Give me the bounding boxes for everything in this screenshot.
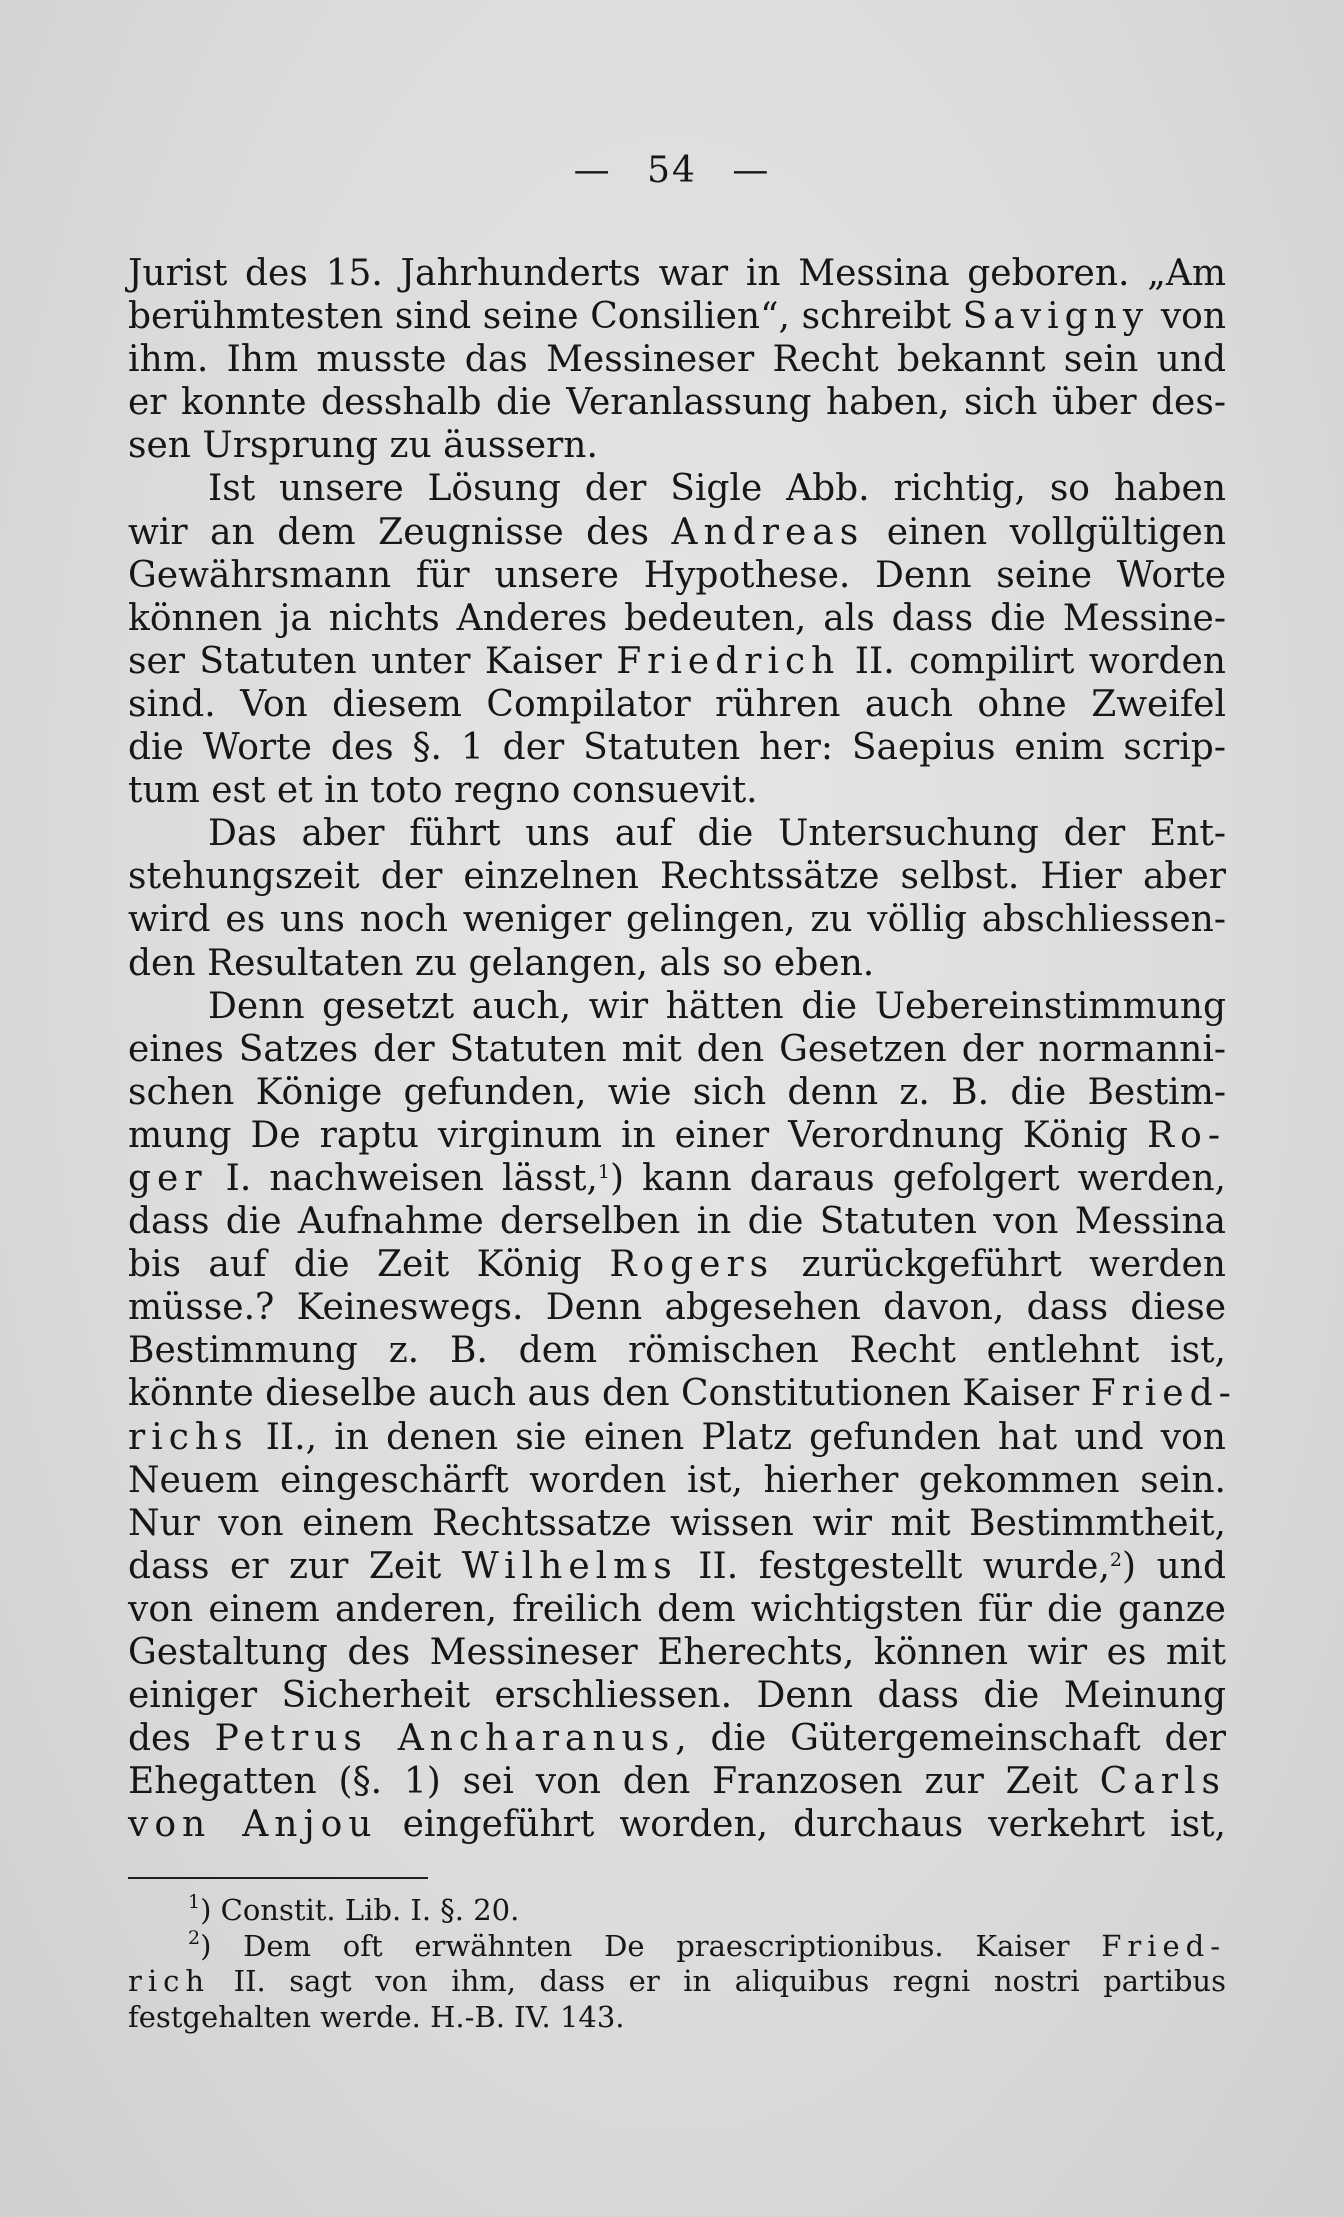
text-run: Gestaltung des Messineser Eherechts, können wir es mit <box>128 1632 1226 1673</box>
text-run: sind. Von diesem Compilator rühren auch ohne Zweifel <box>128 683 1226 725</box>
text-run: Denn gesetzt auch, wir hätten die Uebereinstimmung <box>208 985 1226 1027</box>
text-run: , die Gütergemeinschaft der <box>675 1718 1227 1760</box>
text-run: Gewährsmann für unsere Hypothese. Denn seine Worte <box>128 554 1226 596</box>
body-line <box>128 898 1226 941</box>
text-run: bis auf die Zeit König <box>128 1244 610 1286</box>
body-line <box>128 424 1226 467</box>
text-run: mung De raptu virginum in einer Verordnung König <box>128 1114 1148 1156</box>
text-run: von <box>1149 296 1227 338</box>
spaced-name: Savigny <box>962 296 1150 338</box>
page-number: 54 <box>647 150 697 191</box>
text-run: II. compilirt worden <box>840 640 1226 682</box>
body-line <box>128 1803 1226 1846</box>
body-line <box>128 1502 1226 1545</box>
spaced-name: ger <box>128 1157 208 1199</box>
text-run: Nur von einem Rechtssatze wissen wir mit Bestimmtheit, <box>128 1502 1226 1544</box>
body-line <box>128 511 1226 554</box>
text-run: ) Constit. Lib. I. §. 20. <box>200 1893 520 1927</box>
text-run: I. nachweisen lässt, <box>207 1157 598 1199</box>
body-line <box>128 1674 1226 1717</box>
text-run: Das aber führt uns auf die Untersuchung der Ent- <box>208 813 1226 855</box>
body-line <box>128 1717 1226 1760</box>
body-line <box>128 554 1226 597</box>
text-run: einen vollgültigen <box>864 511 1226 553</box>
body-line <box>128 855 1226 898</box>
text-run: berühmtesten sind seine Consilien“, schreibt <box>128 296 963 338</box>
text-run: II. sagt von ihm, dass er in aliquibus regni nostri partibus <box>210 1964 1226 1998</box>
footnote-line <box>128 1926 1226 1965</box>
body-line <box>128 1243 1226 1286</box>
body-line <box>128 467 1226 510</box>
text-run: des <box>128 1718 215 1760</box>
footnote-marker: 2 <box>1109 1548 1122 1571</box>
text-run: zurückgeführt werden <box>774 1244 1226 1286</box>
body-line <box>128 1071 1226 1114</box>
footnote-marker: 1 <box>188 1891 201 1913</box>
text-run: Jurist des 15. Jahrhunderts war in Messina geboren. „Am <box>128 253 1226 294</box>
body-line <box>128 1372 1237 1415</box>
body-line <box>128 1545 1226 1588</box>
text-run: ihm. Ihm musste das Messineser Recht bekannt sein und <box>128 339 1226 381</box>
body-line <box>128 252 1226 295</box>
footnote-line <box>128 1964 1226 2000</box>
text-run: müsse.? Keineswegs. Denn abgesehen davon, dass diese <box>128 1287 1226 1329</box>
body-line <box>128 338 1226 381</box>
text-run: ) und <box>1122 1545 1226 1587</box>
body-line <box>128 812 1226 855</box>
spaced-name: Carls <box>1099 1761 1226 1803</box>
text-run: von einem anderen, freilich dem wichtigsten für die ganze <box>128 1588 1226 1630</box>
spaced-name: Andreas <box>671 511 865 553</box>
spaced-name: Petrus Ancharanus <box>214 1718 676 1760</box>
body-line <box>128 1028 1226 1071</box>
footnote-marker: 2 <box>188 1926 201 1949</box>
text-run: II., in denen sie einen Platz gefunden hat und von <box>248 1416 1226 1458</box>
body-line <box>128 1760 1226 1803</box>
text-run: ) Dem oft erwähnten De praescriptionibus. Kaiser <box>200 1928 1102 1963</box>
spaced-name: Wilhelms <box>461 1545 678 1587</box>
spaced-name: richs <box>128 1416 249 1458</box>
body-line <box>128 597 1226 640</box>
body-line <box>128 1459 1226 1502</box>
text-run: Bestimmung z. B. dem römischen Recht entlehnt ist, <box>128 1330 1226 1372</box>
text-run: schen Könige gefunden, wie sich denn z. B. die Bestim- <box>128 1071 1226 1113</box>
text-run: könnte dieselbe auch aus den Constitutionen Kaiser <box>128 1373 1091 1415</box>
spaced-name: Rogers <box>609 1244 775 1286</box>
body-line <box>128 381 1226 424</box>
body-line <box>128 1588 1226 1631</box>
footnotes <box>128 1893 1226 2035</box>
footnote-marker: 1 <box>597 1160 610 1183</box>
text-run: stehungszeit der einzelnen Rechtssätze selbst. Hier aber <box>128 856 1226 898</box>
body-line <box>128 1329 1226 1372</box>
spaced-name: rich <box>128 1964 211 1998</box>
body-line <box>128 1200 1226 1243</box>
text-run: die Worte des §. 1 der Statuten her: Saepius enim scrip- <box>128 727 1226 769</box>
text-run: tum est et in toto regno consuevit. <box>128 770 758 812</box>
text-run: ) kann daraus gefolgert werden, <box>609 1157 1226 1199</box>
body-line <box>128 1114 1226 1157</box>
footnote-line <box>128 2000 1226 2036</box>
text-run: wir an dem Zeugnisse des <box>128 511 672 553</box>
body-line <box>128 985 1226 1028</box>
page-number-header <box>0 150 1344 191</box>
text-run: den Resultaten zu gelangen, als so eben. <box>128 942 875 984</box>
text-run: dass die Aufnahme derselben in die Statuten von Messina <box>128 1201 1226 1243</box>
text-run: wird es uns noch weniger gelingen, zu völlig abschliessen- <box>128 899 1226 941</box>
body-line <box>128 1416 1226 1459</box>
body-line <box>128 683 1226 726</box>
body-line <box>128 1157 1226 1200</box>
header-dash-left: — <box>573 150 612 191</box>
body-line <box>128 942 1226 985</box>
text-run: Neuem eingeschärft worden ist, hierher gekommen sein. <box>128 1459 1226 1501</box>
text-run: einiger Sicherheit erschliessen. Denn dass die Meinung <box>128 1675 1226 1717</box>
spaced-name: Fried- <box>1090 1373 1237 1415</box>
text-run: ser Statuten unter Kaiser <box>128 640 617 682</box>
text-run: Ehegatten (§. 1) sei von den Franzosen zur Zeit <box>128 1761 1100 1803</box>
body-line <box>128 769 1226 812</box>
text-run: können ja nichts Anderes bedeuten, als dass die Messine- <box>128 597 1226 639</box>
text-run: sen Ursprung zu äussern. <box>128 425 598 467</box>
text-run: festgehalten werde. H.-B. IV. 143. <box>128 1999 625 2034</box>
body-line <box>128 295 1226 338</box>
body-line <box>128 1631 1226 1674</box>
footnote-line <box>128 1893 1226 1929</box>
text-run: II. festgestellt wurde, <box>677 1545 1110 1587</box>
body-line <box>128 726 1226 769</box>
spaced-name: Fried- <box>1101 1928 1226 1963</box>
text-run: er konnte desshalb die Veranlassung haben, sich über des- <box>128 382 1226 424</box>
spaced-name: von Anjou <box>128 1804 378 1846</box>
body-line <box>128 1286 1226 1329</box>
text-run: eines Satzes der Statuten mit den Gesetzen der normanni- <box>128 1028 1226 1070</box>
text-run: Ist unsere Lösung der Sigle Abb. richtig, so haben <box>208 468 1226 510</box>
footnote-separator-rule <box>128 1877 428 1879</box>
spaced-name: Ro- <box>1147 1114 1226 1156</box>
body-line <box>128 640 1226 683</box>
header-dash-right: — <box>732 150 771 191</box>
body-text <box>128 252 1237 1846</box>
spaced-name: Friedrich <box>616 640 841 682</box>
text-run: eingeführt worden, durchaus verkehrt ist, <box>377 1804 1226 1846</box>
text-run: dass er zur Zeit <box>128 1545 462 1587</box>
